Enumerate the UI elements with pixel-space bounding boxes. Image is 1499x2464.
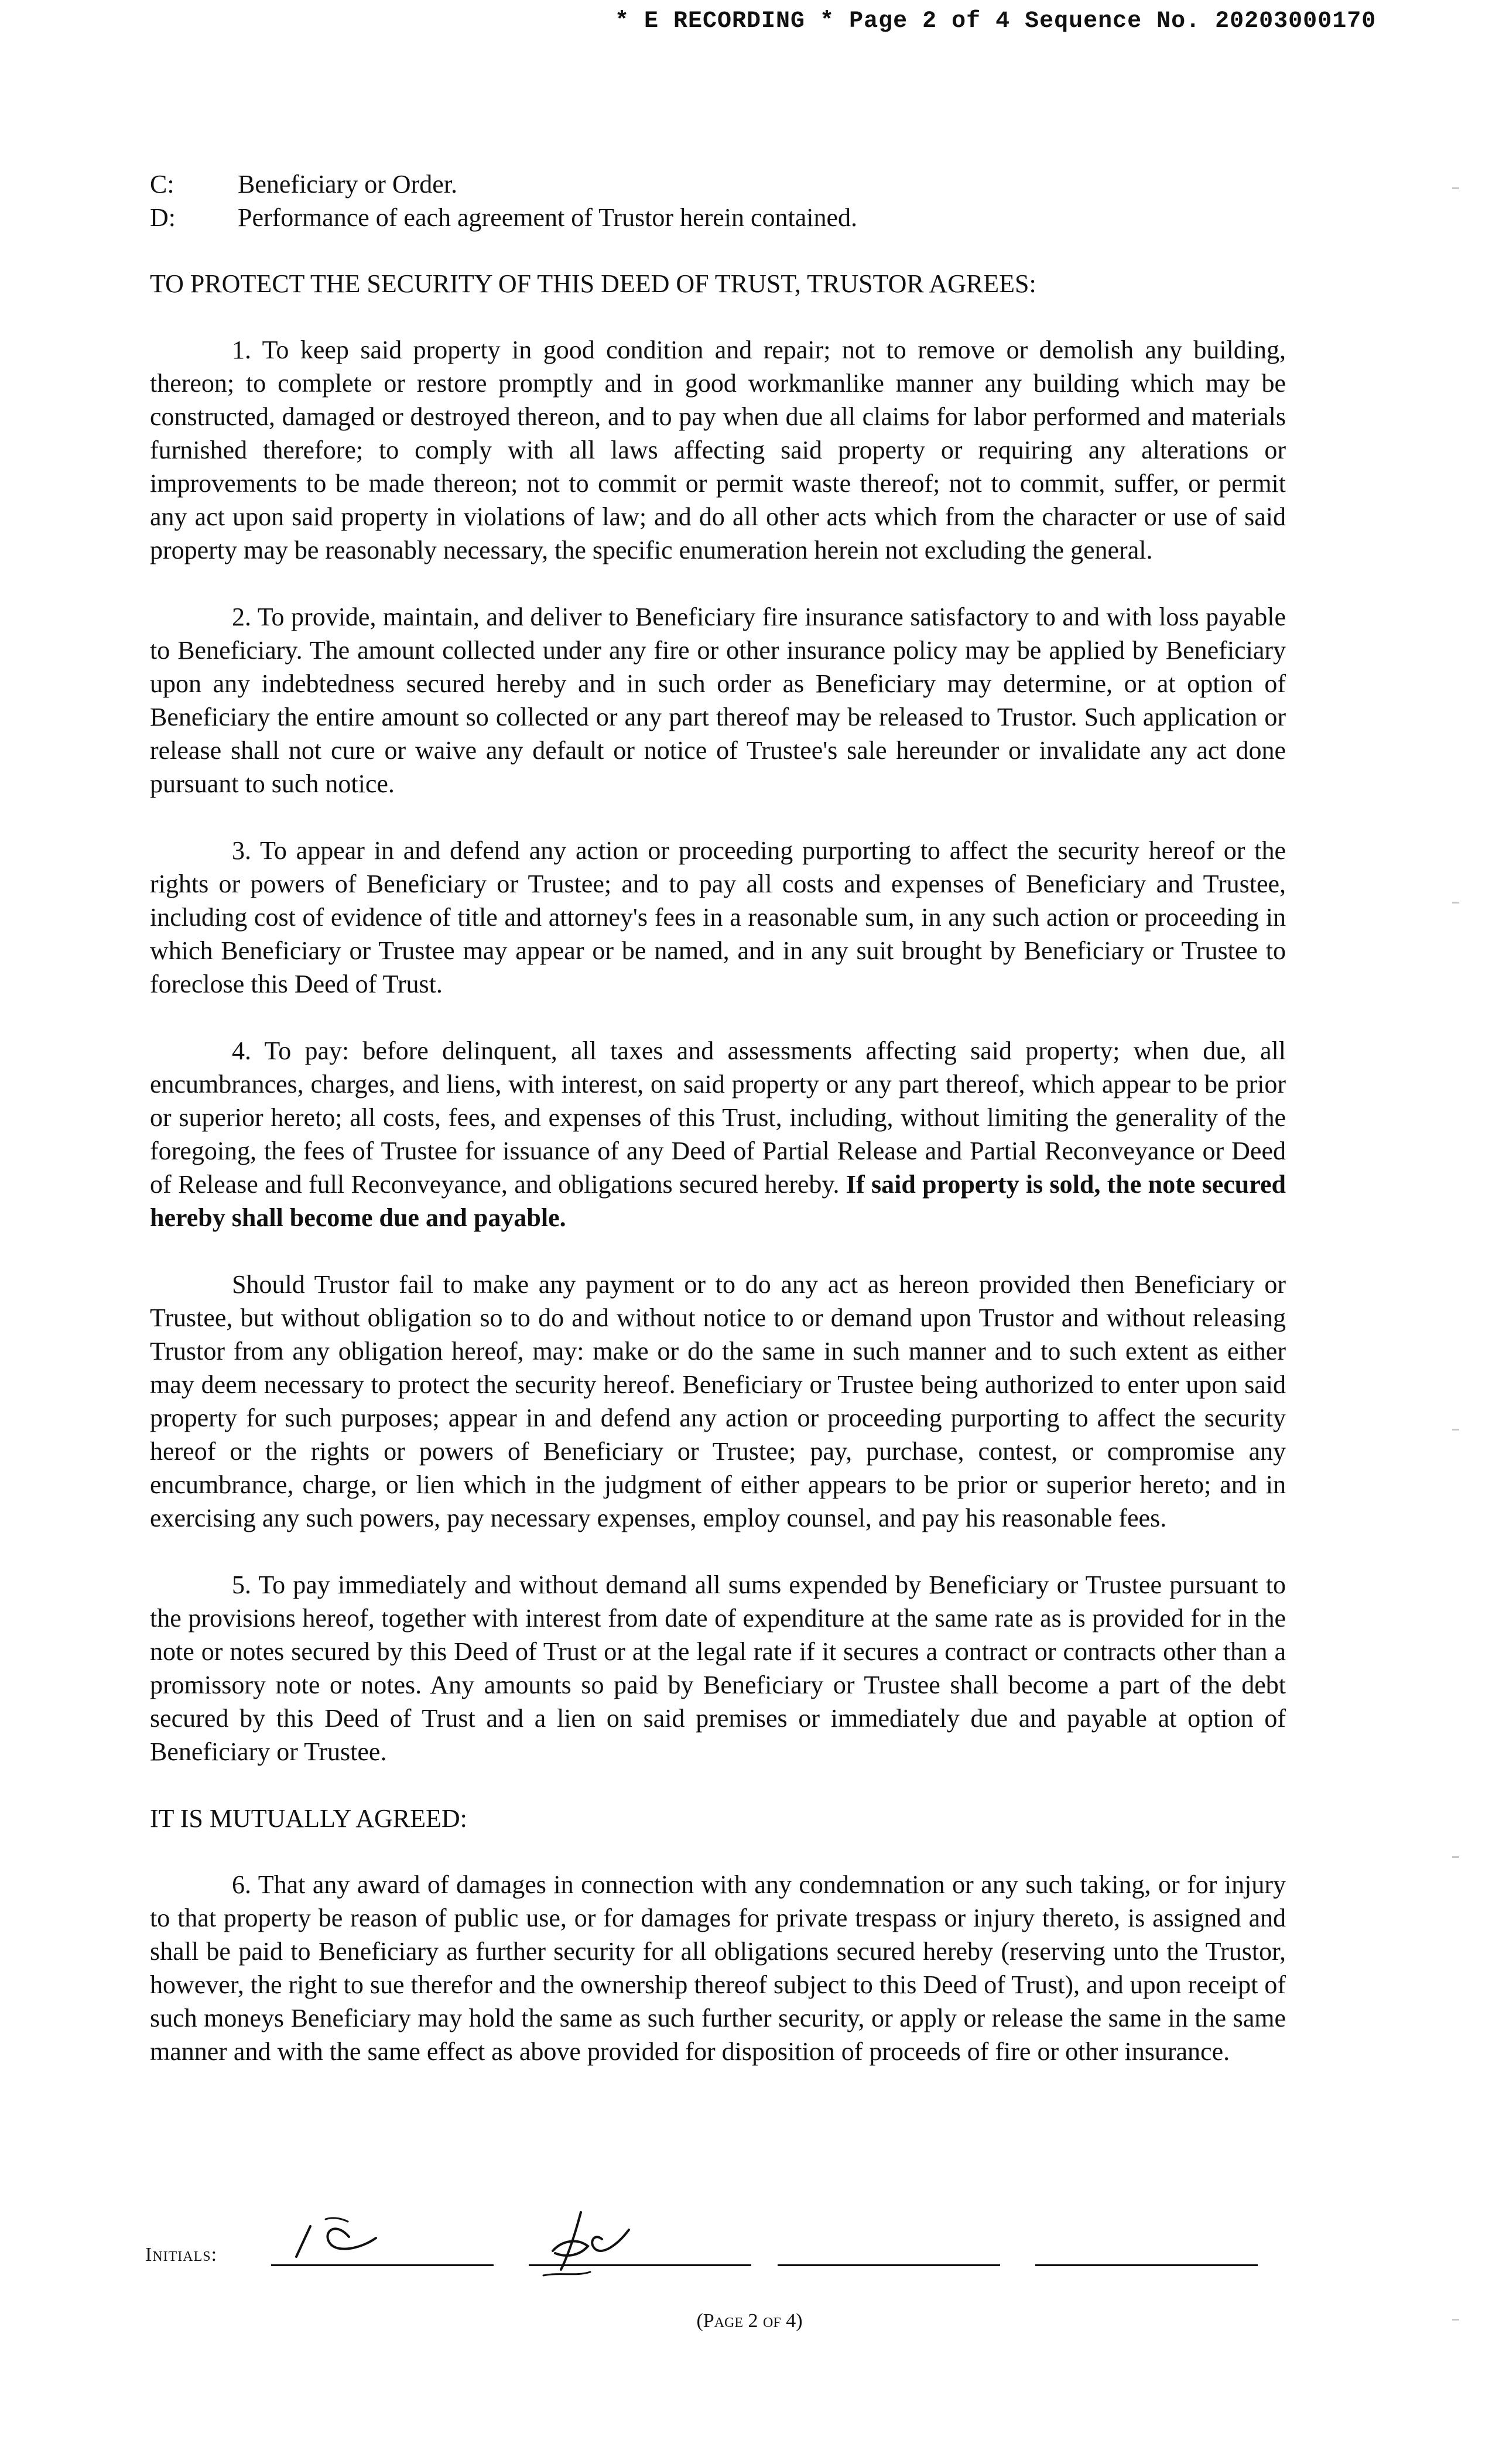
paragraph-4-text: 4. To pay: before delinquent, all taxes and assessments affecting said property; when due, all encumbrances, charges, and liens, with interest, on said property or any part thereof, which appear to be prior or superior hereto; all costs, fees, and expenses of this Trust, including, without limiting the generality of the foregoing, the fees of Trustee for issuance of any Deed of Partial Release and Partial Reconveyance or Deed of Release and full Reconveyance, and obligations secured hereby. xyxy=(150,1036,1286,1199)
due-on-sale-clause: If said property is sold, the note secured hereby shall become due and payable. xyxy=(150,1170,1286,1232)
heading-mutually-agreed: IT IS MUTUALLY AGREED: xyxy=(150,1804,467,1833)
paragraph-6: 6. That any award of damages in connection with any condemnation or any such taking, or for injury to that property be reason of public use, or for damages for private trespass or injury thereto, is assigned and shall be paid to Beneficiary as further security for all obligations secured hereby (reserving unto the Trustor, however, the right to sue therefor and the ownership thereof subject to this Deed of Trust), and upon receipt of such moneys Beneficiary may hold the same as such further security, or apply or release the same in the same manner and with the same effect as above provided for disposition of proceeds of fire or other insurance. xyxy=(150,1870,1286,2066)
initials-label: Initials: xyxy=(145,2244,218,2265)
item-text: Performance of each agreement of Trustor herein contained. xyxy=(238,203,858,232)
page-footer: (Page 2 of 4) xyxy=(696,2310,803,2332)
scan-margin-mark xyxy=(1452,2319,1459,2321)
item-text: Beneficiary or Order. xyxy=(238,170,458,199)
heading-protect-security: TO PROTECT THE SECURITY OF THIS DEED OF TRUST, TRUSTOR AGREES: xyxy=(150,269,1036,298)
initials-line-4[interactable] xyxy=(1035,2264,1258,2266)
paragraph-5: 5. To pay immediately and without demand all sums expended by Beneficiary or Trustee pursuant to the provisions hereof, together with interest from date of expenditure at the same rate as is provided for in the note or notes secured by this Deed of Trust or at the legal rate if it secures a contract or contracts other than a promissory note or notes. Any amounts so paid by Beneficiary or Trustee shall become a part of the debt secured by this Deed of Trust and a lien on said premises or immediately due and payable at option of Beneficiary or Trustee. xyxy=(150,1570,1286,1766)
recording-stamp: * E RECORDING * Page 2 of 4 Sequence No. 20203000170 xyxy=(615,8,1377,35)
paragraph-1: 1. To keep said property in good condition and repair; not to remove or demolish any building, thereon; to complete or restore promptly and in good workmanlike manner any building which may be constructed, damaged or destroyed thereon, and to pay when due all claims for labor performed and materials furnished therefore; to comply with all laws affecting said property or requiring any alterations or improvements to be made thereon; not to commit or permit waste thereof; not to commit, suffer, or permit any act upon said property in violations of law; and do all other acts which from the character or use of said property may be reasonably necessary, the specific enumeration herein not excluding the general. xyxy=(150,336,1286,564)
paragraph-2: 2. To provide, maintain, and deliver to Beneficiary fire insurance satisfactory to and with loss payable to Beneficiary. The amount collected under any fire or other insurance policy may be applied by Beneficiary upon any indebtedness secured hereby and in such order as Beneficiary may determine, or at option of Beneficiary the entire amount so collected or any part thereof may be released to Trustor. Such application or release shall not cure or waive any default or notice of Trustee's sale hereunder or invalidate any act done pursuant to such notice. xyxy=(150,603,1286,798)
handwritten-initials-2 xyxy=(520,2195,672,2282)
scan-margin-mark xyxy=(1452,187,1459,189)
item-letter: C: xyxy=(150,170,174,199)
initials-line-3[interactable] xyxy=(778,2264,1000,2266)
handwritten-initials-1 xyxy=(280,2209,420,2267)
scan-margin-mark xyxy=(1452,1856,1459,1858)
list-item-c xyxy=(150,167,1286,201)
paragraph-should-trustor-fail: Should Trustor fail to make any payment or to do any act as hereon provided then Beneficiary or Trustee, but without obligation so to do and without notice to or demand upon Trustor and without releasing Trustor from any obligation hereof, may: make or do the same in such manner and to such extent as either may deem necessary to protect the security hereof. Beneficiary or Trustee being authorized to enter upon said property for such purposes; appear in and defend any action or proceeding purporting to affect the security hereof or the rights or powers of Beneficiary or Trustee; pay, purchase, contest, or compromise any encumbrance, charge, or lien which in the judgment of either appears to be prior or superior hereto; and in exercising any such powers, pay necessary expenses, employ counsel, and pay his reasonable fees. xyxy=(150,1270,1286,1532)
paragraph-4 xyxy=(150,1034,1286,1234)
paragraph-3: 3. To appear in and defend any action or proceeding purporting to affect the security hereof or the rights or powers of Beneficiary or Trustee; and to pay all costs and expenses of Beneficiary and Trustee, including cost of evidence of title and attorney's fees in a reasonable sum, in any such action or proceeding in which Beneficiary or Trustee may appear or be named, and in any suit brought by Beneficiary or Trustee to foreclose this Deed of Trust. xyxy=(150,836,1286,998)
initials-row xyxy=(145,2212,1293,2265)
item-letter: D: xyxy=(150,203,176,232)
scan-margin-mark xyxy=(1452,1429,1459,1431)
list-item-d xyxy=(150,201,1286,234)
scan-margin-mark xyxy=(1452,902,1459,904)
document-body xyxy=(150,167,1286,2102)
